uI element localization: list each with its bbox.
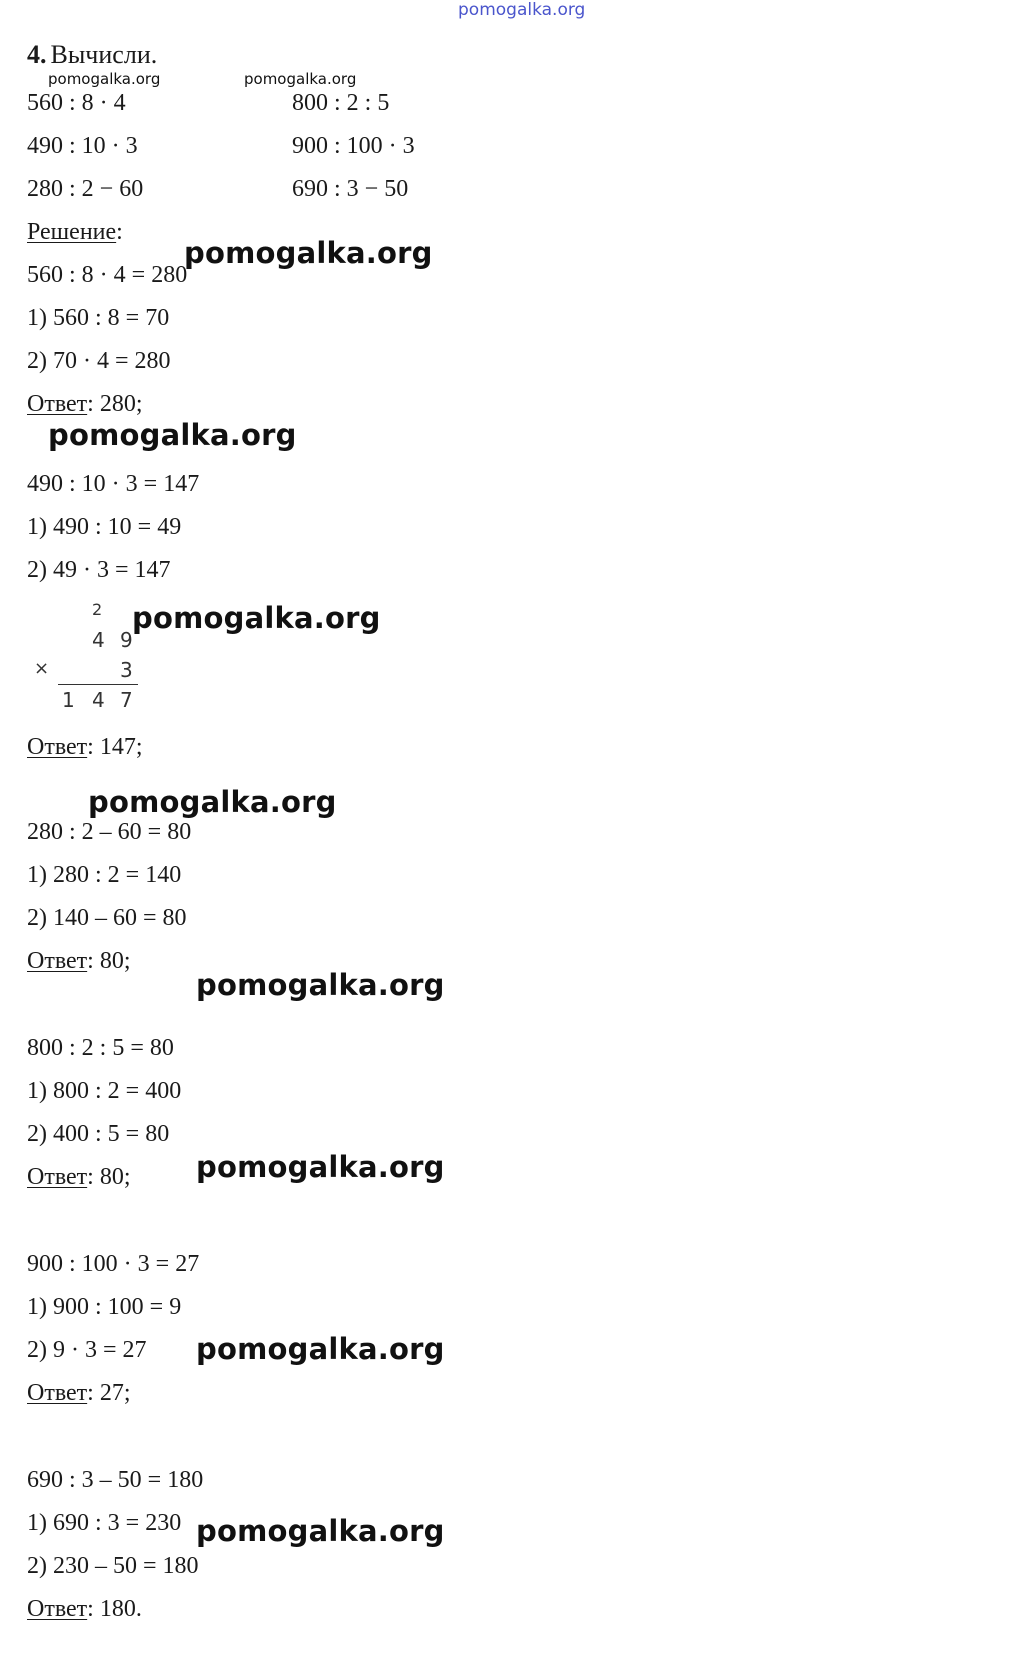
block3-expression: 280 : 2 – 60 = 80: [27, 819, 192, 845]
exercise-title: [27, 40, 157, 70]
block1-expression: 560 : 8 · 4 = 280: [27, 262, 188, 288]
exercise-number: 4.: [27, 40, 47, 69]
bottom-digit: 3: [120, 658, 133, 682]
result-digit-1: 1: [62, 688, 75, 712]
block5-step2: 2) 9 · 3 = 27: [27, 1337, 147, 1363]
solution-heading: [27, 218, 123, 246]
answer-value: : 80;: [87, 1164, 131, 1190]
block4-step2: 2) 400 : 5 = 80: [27, 1121, 170, 1147]
solution-colon: :: [116, 219, 123, 245]
block2-answer: [27, 733, 143, 761]
block1-step2: 2) 70 · 4 = 280: [27, 348, 171, 374]
block2-step1: 1) 490 : 10 = 49: [27, 514, 182, 540]
block1-answer: [27, 390, 143, 418]
top-digit-ones: 9: [120, 628, 133, 652]
watermark-6: pomogalka.org: [196, 1150, 445, 1184]
answer-label: Ответ: [27, 948, 88, 974]
block6-step2: 2) 230 – 50 = 180: [27, 1553, 199, 1579]
block5-step1: 1) 900 : 100 = 9: [27, 1294, 182, 1320]
watermark-4: pomogalka.org: [88, 785, 337, 819]
watermark-small-2: pomogalka.org: [244, 70, 357, 88]
block5-answer: [27, 1379, 131, 1407]
top-watermark: pomogalka.org: [458, 0, 586, 20]
answer-label: Ответ: [27, 1596, 88, 1622]
block4-answer: [27, 1163, 131, 1191]
answer-label: Ответ: [27, 1164, 88, 1190]
block5-expression: 900 : 100 · 3 = 27: [27, 1251, 200, 1277]
multiply-sign: ×: [34, 658, 50, 679]
watermark-7: pomogalka.org: [196, 1332, 445, 1366]
block3-step2: 2) 140 – 60 = 80: [27, 905, 187, 931]
answer-label: Ответ: [27, 1380, 88, 1406]
answer-label: Ответ: [27, 391, 88, 417]
watermark-3: pomogalka.org: [132, 601, 381, 635]
watermark-small-1: pomogalka.org: [48, 70, 161, 88]
answer-value: : 80;: [87, 948, 131, 974]
result-digit-3: 7: [120, 688, 133, 712]
task-left-2: 490 : 10 · 3: [27, 133, 138, 159]
answer-label: Ответ: [27, 734, 88, 760]
block6-answer: [27, 1595, 142, 1623]
column-rule: [58, 684, 138, 685]
task-right-2: 900 : 100 · 3: [292, 133, 415, 159]
answer-value: : 147;: [87, 734, 143, 760]
task-left-1: 560 : 8 · 4: [27, 90, 126, 116]
watermark-8: pomogalka.org: [196, 1514, 445, 1548]
result-digit-2: 4: [92, 688, 105, 712]
block2-step2: 2) 49 · 3 = 147: [27, 557, 171, 583]
exercise-text: Вычисли.: [50, 40, 158, 69]
block4-expression: 800 : 2 : 5 = 80: [27, 1035, 174, 1061]
block4-step1: 1) 800 : 2 = 400: [27, 1078, 182, 1104]
carry-digit: 2: [92, 600, 103, 619]
answer-value: : 280;: [87, 391, 143, 417]
solution-label: Решение: [27, 219, 117, 245]
watermark-5: pomogalka.org: [196, 968, 445, 1002]
block6-expression: 690 : 3 – 50 = 180: [27, 1467, 204, 1493]
task-left-3: 280 : 2 − 60: [27, 176, 144, 202]
block3-answer: [27, 947, 131, 975]
block6-step1: 1) 690 : 3 = 230: [27, 1510, 182, 1536]
block2-expression: 490 : 10 · 3 = 147: [27, 471, 200, 497]
block3-step1: 1) 280 : 2 = 140: [27, 862, 182, 888]
answer-value: : 180.: [87, 1596, 142, 1622]
watermark-1: pomogalka.org: [184, 236, 433, 270]
answer-value: : 27;: [87, 1380, 131, 1406]
watermark-2: pomogalka.org: [48, 418, 297, 452]
task-right-1: 800 : 2 : 5: [292, 90, 390, 116]
block1-step1: 1) 560 : 8 = 70: [27, 305, 170, 331]
top-digit-tens: 4: [92, 628, 105, 652]
task-right-3: 690 : 3 − 50: [292, 176, 409, 202]
